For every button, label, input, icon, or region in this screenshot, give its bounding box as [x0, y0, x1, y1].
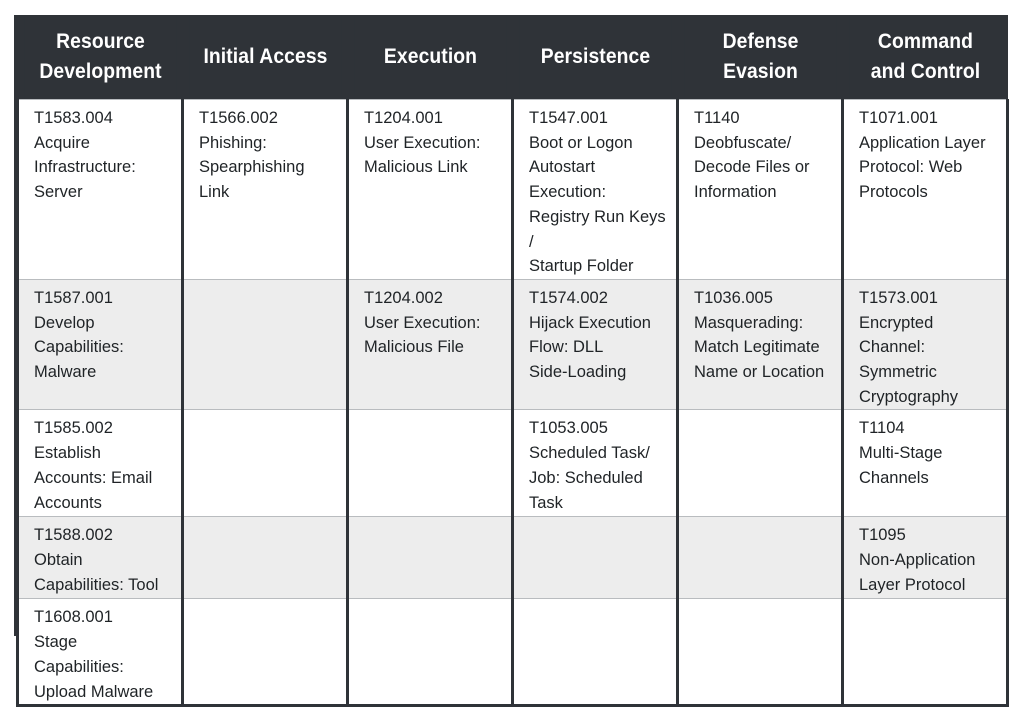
- column-header-initial-access: Initial Access: [189, 15, 341, 100]
- column-header-command-and-control: Command and Control: [849, 15, 1001, 100]
- technique-name: Masquerading: Match Legitimate Name or Location: [694, 313, 825, 382]
- technique-id: T1587.001: [34, 288, 113, 307]
- column-header-execution: Execution: [354, 15, 506, 100]
- technique-cell: [18, 599, 183, 706]
- technique-id: T1104: [859, 419, 905, 438]
- technique-cell: [678, 100, 843, 280]
- attack-technique-table: [16, 15, 1009, 707]
- table-row: [18, 100, 1008, 280]
- technique-cell: [348, 100, 513, 280]
- technique-cell: [348, 279, 513, 410]
- technique-cell: [513, 599, 678, 706]
- technique-cell: [678, 279, 843, 410]
- technique-id: T1547.001: [529, 109, 608, 127]
- technique-cell: [183, 279, 348, 410]
- technique-cell: [843, 100, 1008, 280]
- technique-cell: [678, 599, 843, 706]
- technique-name: User Execution: Malicious File: [364, 313, 481, 357]
- technique-cell: [513, 410, 678, 517]
- technique-cell: [513, 517, 678, 599]
- technique-name: Scheduled Task/ Job: Scheduled Task: [529, 444, 650, 512]
- technique-id: T1140: [694, 109, 740, 127]
- technique-name: Stage Capabilities: Upload Malware: [34, 633, 154, 701]
- technique-cell: [183, 599, 348, 706]
- technique-cell: [843, 599, 1008, 706]
- technique-id: T1204.001: [364, 109, 443, 127]
- technique-cell: [183, 410, 348, 517]
- technique-cell: [348, 410, 513, 517]
- technique-cell: [678, 517, 843, 599]
- technique-id: T1053.005: [529, 419, 608, 438]
- technique-cell: [513, 279, 678, 410]
- technique-id: T1204.002: [364, 288, 443, 307]
- technique-cell: [843, 410, 1008, 517]
- technique-name: Boot or Logon Autostart Execution: Registry Run Keys / Startup Folder: [529, 133, 666, 276]
- table-row: [18, 599, 1008, 706]
- technique-cell: [843, 279, 1008, 410]
- technique-cell: [183, 100, 348, 280]
- technique-name: Obtain Capabilities: Tool: [34, 551, 159, 594]
- technique-cell: [843, 517, 1008, 599]
- technique-id: T1095: [859, 526, 906, 545]
- technique-name: Establish Accounts: Email Accounts: [34, 444, 153, 512]
- technique-cell: [513, 100, 678, 280]
- technique-name: Multi-Stage Channels: [859, 444, 943, 487]
- technique-name: Application Layer Protocol: Web Protocols: [859, 133, 986, 202]
- technique-cell: [678, 410, 843, 517]
- technique-id: T1585.002: [34, 419, 113, 438]
- technique-cell: [18, 410, 183, 517]
- technique-id: T1583.004: [34, 109, 113, 127]
- table-row: [18, 279, 1008, 410]
- technique-id: T1566.002: [199, 109, 278, 127]
- attack-matrix-frame: [14, 15, 1008, 701]
- technique-name: Encrypted Channel: Symmetric Cryptography: [859, 313, 959, 406]
- column-header-resource-development: Resource Development: [24, 15, 176, 100]
- technique-name: Develop Capabilities: Malware: [34, 313, 124, 382]
- technique-id: T1574.002: [529, 288, 608, 307]
- technique-id: T1608.001: [34, 608, 113, 627]
- table-row: [18, 410, 1008, 517]
- technique-cell: [348, 517, 513, 599]
- technique-id: T1573.001: [859, 288, 938, 307]
- column-header-persistence: Persistence: [519, 15, 671, 100]
- technique-id: T1036.005: [694, 288, 773, 307]
- technique-name: Acquire Infrastructure: Server: [34, 133, 136, 202]
- technique-name: Phishing: Spearphishing Link: [199, 133, 305, 202]
- technique-cell: [18, 517, 183, 599]
- technique-cell: [348, 599, 513, 706]
- technique-name: Hijack Execution Flow: DLL Side-Loading: [529, 313, 651, 382]
- technique-id: T1071.001: [859, 109, 938, 127]
- header-row: [18, 15, 1008, 100]
- technique-name: Deobfuscate/ Decode Files or Information: [694, 133, 810, 202]
- technique-cell: [18, 279, 183, 410]
- technique-id: T1588.002: [34, 526, 113, 545]
- technique-cell: [183, 517, 348, 599]
- technique-name: Non-Application Layer Protocol: [859, 551, 976, 594]
- technique-cell: [18, 100, 183, 280]
- table-row: [18, 517, 1008, 599]
- column-header-defense-evasion: Defense Evasion: [684, 15, 836, 100]
- technique-name: User Execution: Malicious Link: [364, 133, 481, 177]
